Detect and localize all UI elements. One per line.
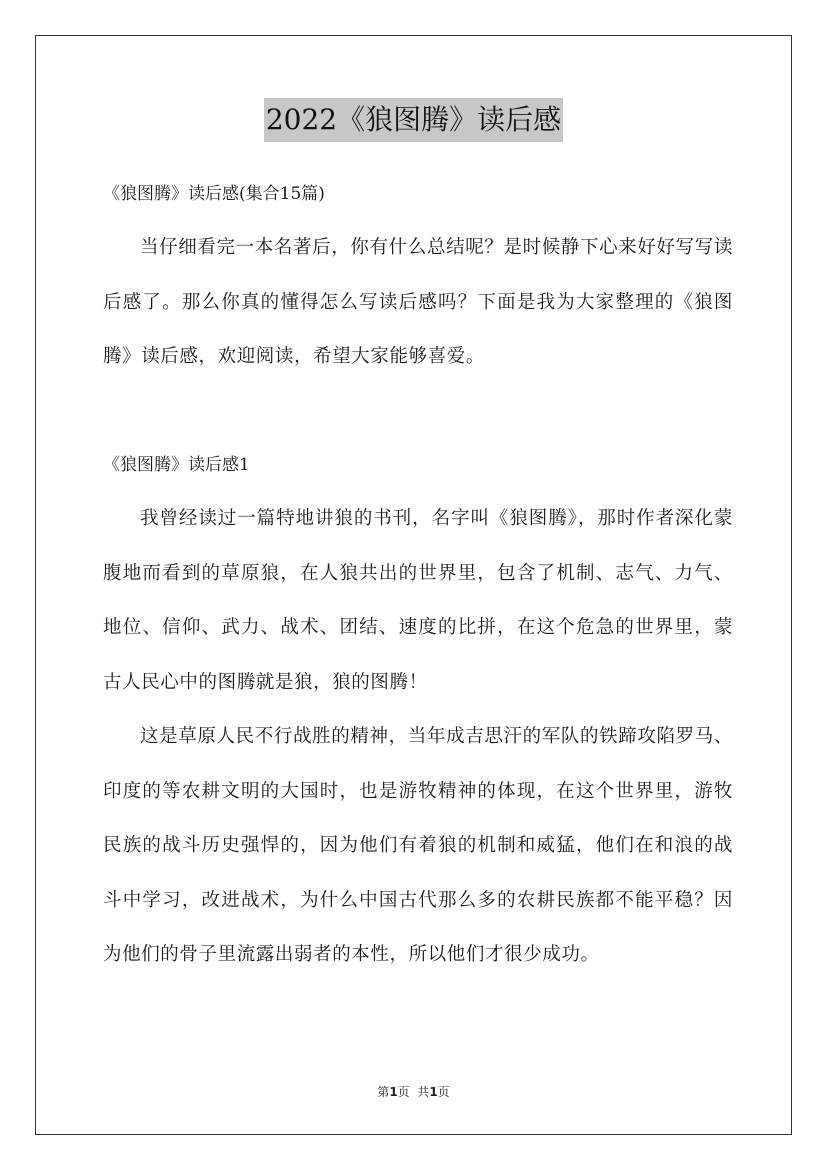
footer-suffix: 页 — [437, 1085, 450, 1099]
document-subtitle: 《狼图腾》读后感(集合15篇) — [103, 184, 325, 204]
title-container — [0, 98, 827, 142]
intro-paragraph: 当仔细看完一本名著后，你有什么总结呢？是时候静下心来好好写写读后感了。那么你真的懂得怎么写读后感吗？下面是我为大家整理的《狼图腾》读后感，欢迎阅读，希望大家能够喜爱。 — [103, 237, 733, 367]
footer-current-page: 1 — [389, 1085, 398, 1099]
document-title: 2022《狼图腾》读后感 — [264, 98, 563, 142]
body-paragraph-2: 这是草原人民不行战胜的精神，当年成吉思汗的军队的铁蹄攻陷罗马、印度的等农耕文明的大国时，也是游牧精神的体现，在这个世界里，游牧民族的战斗历史强悍的，因为他们有着狼的机制和威猛，他们在和浪的战斗中学习，改进战术，为什么中国古代那么多的农耕民族都不能平稳？因为他们的骨子里流露出弱者的本性，所以他们才很少成功。 — [103, 726, 733, 965]
footer-total-pages: 1 — [429, 1085, 438, 1099]
footer-mid: 页 共 — [397, 1085, 430, 1099]
body-paragraph-1: 我曾经读过一篇特地讲狼的书刊，名字叫《狼图腾》，那时作者深化蒙腹地而看到的草原狼，在人狼共出的世界里，包含了机制、志气、力气、地位、信仰、武力、战术、团结、速度的比拼，在这个危急的世界里，蒙古人民心中的图腾就是狼，狼的图腾！ — [103, 508, 733, 693]
page-footer — [0, 1083, 827, 1100]
section-heading: 《狼图腾》读后感1 — [103, 455, 250, 475]
footer-prefix: 第 — [377, 1085, 390, 1099]
